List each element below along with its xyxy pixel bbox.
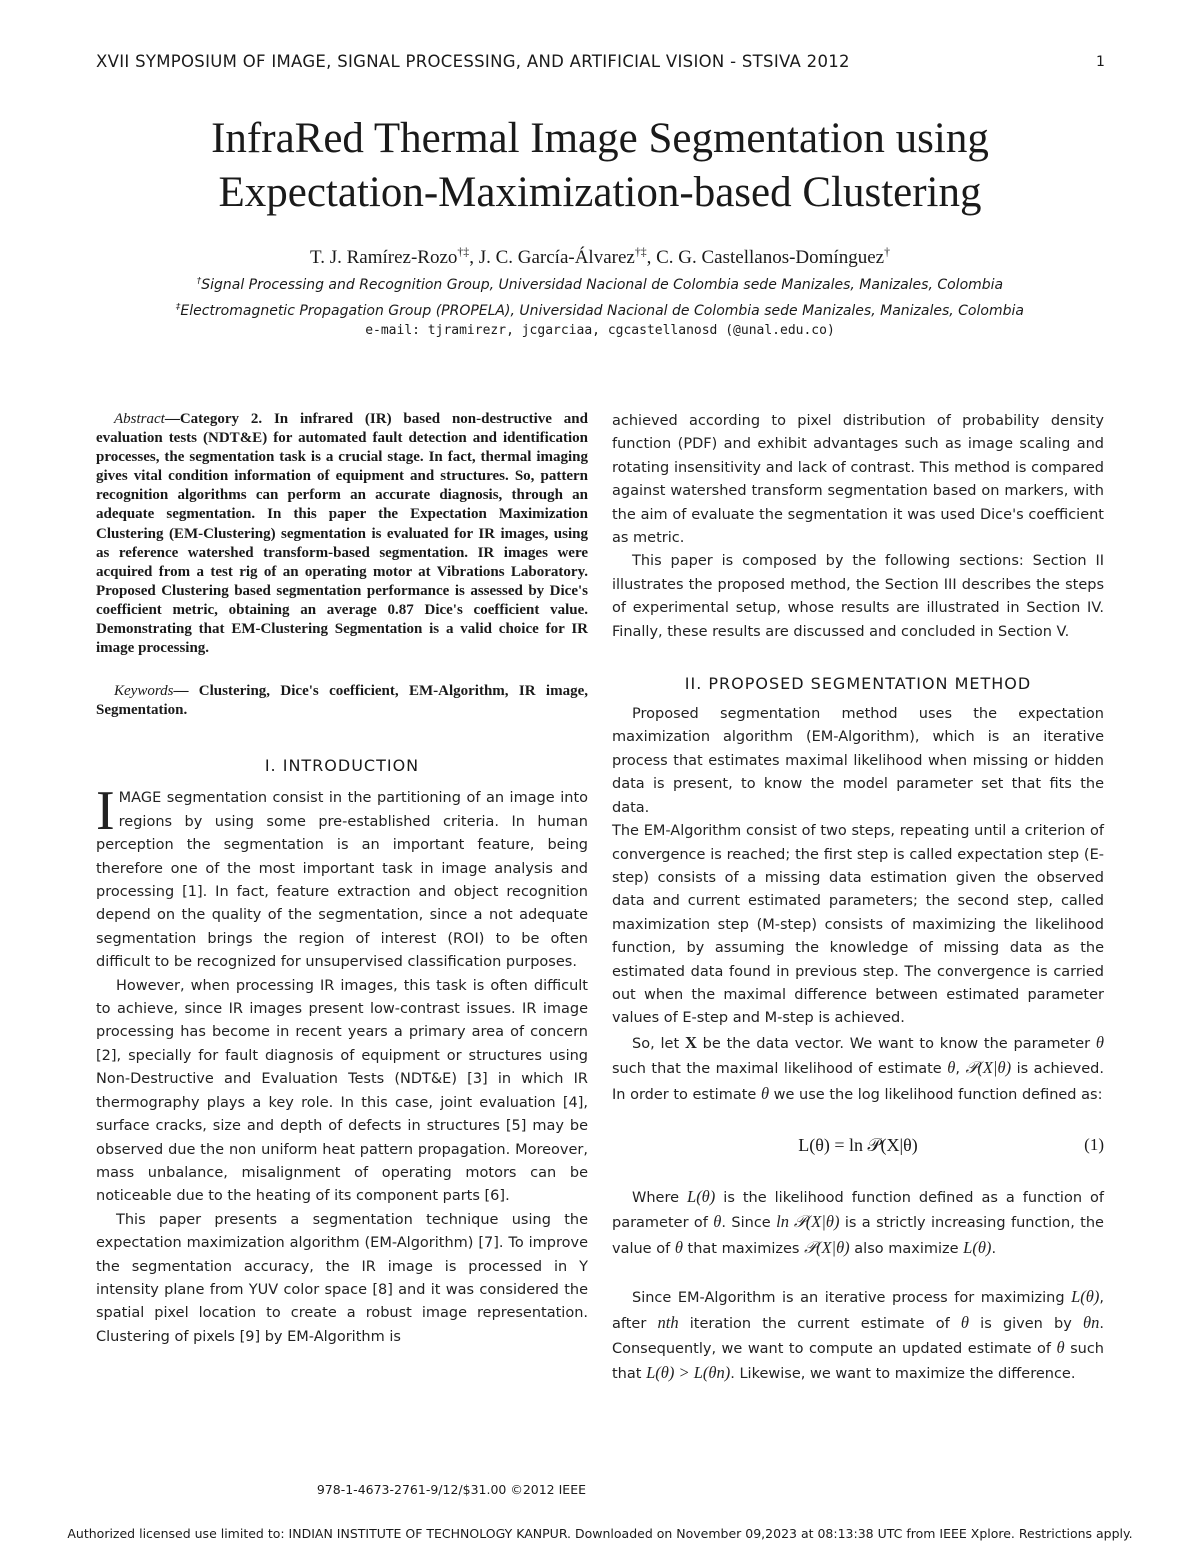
right-column [612, 410, 1104, 1387]
method-paragraph-4 [612, 1185, 1104, 1261]
method-p5-e: . Consequently, we want to compute an updated estimate of [612, 1315, 1104, 1357]
theta-symbol: θ [713, 1212, 722, 1232]
method-p5-f: such that [612, 1341, 1104, 1383]
intro-paragraph-5: This paper is composed by the following sections: Section II illustrates the proposed method, the Section III describes the steps of experimental setup, whose results are illustrated in Section IV. Finally, these results are discussed and concluded in Section V. [612, 553, 1104, 640]
method-paragraph-5 [612, 1285, 1104, 1387]
equation-1 [612, 1129, 1104, 1169]
equation-1-body: L(θ) = ln 𝒫(X|θ) [798, 1134, 918, 1155]
method-p3-d: is achieved. In order to estimate [612, 1061, 1104, 1103]
method-p5-a: Since EM-Algorithm is an iterative process for maximizing [632, 1290, 1072, 1307]
intro-paragraph-2: However, when processing IR images, this task is often difficult to achieve, since IR images present low-contrast issues. IR image processing has become in recent years a primary area of concern [2], specially for fault diagnosis of equipment or structures using Non-Destructive and Evaluation Tests (NDT&E) [3] in which IR thermography plays a key role. In this case, joint evaluation [4], surface cracks, size and depth of defects in structures [5] may be observed due the non uniform heat pattern propagation. Moreover, mass unbalance, misalignment of operating motors can be noticeable due to the heating of its component parts [6]. [96, 977, 588, 1205]
theta-symbol: θ [760, 1083, 770, 1103]
inequality-expression: L(θ) > L(θn) [646, 1363, 731, 1383]
method-p4-f: also maximize [849, 1240, 964, 1257]
section-heading-method: II. PROPOSED SEGMENTATION METHOD [684, 674, 1032, 694]
data-vector-symbol: X [684, 1032, 697, 1052]
method-p4-e: that maximizes [682, 1240, 805, 1257]
left-column [96, 410, 588, 1349]
page-number: 1 [1096, 54, 1105, 70]
author-1: T. J. Ramírez-Rozo [310, 247, 458, 268]
theta-symbol: θ [947, 1058, 956, 1078]
likelihood-function-symbol: L(θ) [963, 1237, 992, 1257]
likelihood-function-symbol: L(θ) [1071, 1287, 1100, 1307]
dropcap: I [96, 780, 115, 843]
affiliation-2-mark: ‡ [176, 302, 181, 313]
intro-paragraph-1 [96, 780, 588, 974]
keywords-text: — Clustering, Dice's coefficient, EM-Algorithm, IR image, Segmentation. [96, 683, 588, 719]
affiliation-1-text: Signal Processing and Recognition Group, Universidad Nacional de Colombia sede Manizales, Manizales, Colombia [201, 277, 1004, 293]
theta-symbol: θ [1095, 1032, 1104, 1052]
theta-symbol: θ [674, 1237, 683, 1257]
paper-title [0, 112, 1200, 220]
author-2-marks: †‡ [634, 245, 647, 259]
affiliation-1 [0, 277, 1200, 293]
running-header: XVII SYMPOSIUM OF IMAGE, SIGNAL PROCESSING, AND ARTIFICIAL VISION - STSIVA 2012 [96, 52, 850, 71]
license-footer: Authorized licensed use limited to: INDIAN INSTITUTE OF TECHNOLOGY KANPUR. Downloaded on November 09,2023 at 08:13:38 UTC from IEEE Xplore. Restrictions apply. [67, 1526, 1133, 1541]
method-paragraph-2: The EM-Algorithm consist of two steps, repeating until a criterion of convergence is reached; the first step is called expectation step (E-step) consists of a missing data estimation given the observed data and current estimated parameters; the second step, called maximization step (M-step) consists of maximizing the likelihood function, by assuming the knowledge of missing data as the estimated data found in previous step. The convergence is carried out when the maximal difference between estimated parameter values of E-step and M-step is achieved. [612, 823, 1104, 1027]
keywords-label: Keywords [114, 683, 174, 700]
method-p3-c: such that the maximal likelihood of estimate [612, 1061, 948, 1078]
author-3: C. G. Castellanos-Domínguez [656, 247, 885, 268]
likelihood-expression: 𝒫(X|θ) [804, 1237, 850, 1257]
method-p4-b: is the likelihood function defined as a function of parameter of [612, 1189, 1104, 1232]
equation-1-number: (1) [1084, 1134, 1104, 1154]
likelihood-function-symbol: L(θ) [687, 1186, 716, 1206]
theta-symbol: θ [960, 1312, 969, 1332]
affiliation-2-text: Electromagnetic Propagation Group (PROPELA), Universidad Nacional de Colombia sede Manizales, Manizales, Colombia [180, 303, 1024, 319]
method-p3-e: we use the log likelihood function defined as: [769, 1086, 1103, 1103]
method-p4-a: Where [632, 1189, 688, 1206]
title-line-1: InfraRed Thermal Image Segmentation using [211, 115, 989, 162]
method-paragraph-3: So, let X be the data vector. We want to know the parameter θ such that the maximal likelihood of estimate θ, 𝒫(X|θ) is achieved. In order to estimate θ we use the log likelihood function defined as: [612, 1032, 1104, 1103]
affiliation-1-mark: † [196, 276, 202, 287]
method-p4-c: . Since [721, 1215, 777, 1232]
theta-symbol: θ [1056, 1338, 1065, 1357]
abstract-text: —Category 2. In infrared (IR) based non-destructive and evaluation tests (NDT&E) for automated fault detection and identification processes, the segmentation task is a crucial stage. In fact, thermal imaging gives vital condition information of equipment and structures. So, pattern recognition algorithms can perform an accurate diagnosis, through an adequate segmentation. In this paper the Expectation Maximization Clustering (EM-Clustering) segmentation is evaluated for IR images, using as reference watershed transform-based segmentation. IR images were acquired from a test rig of an operating motor at Vibrations Laboratory. Proposed Clustering based segmentation performance is assessed by Dice's coefficient metric, obtaining an average 0.87 Dice's coefficient value. Demonstrating that EM-Clustering Segmentation is a valid choice for IR image processing. [96, 411, 588, 657]
title-line-2: Expectation-Maximization-based Clustering [218, 169, 982, 216]
copyright-notice: 978-1-4673-2761-9/12/$31.00 ©2012 IEEE [316, 1482, 586, 1497]
likelihood-expression: 𝒫(X|θ) [965, 1058, 1012, 1078]
author-2: J. C. García-Álvarez [478, 247, 635, 268]
method-p5-d: is given by [968, 1315, 1084, 1332]
intro-paragraph-4: achieved according to pixel distribution of probability density function (PDF) and exhibit advantages such as image scaling and rotating insensitivity and lack of contrast. This method is compared against watershed transform segmentation based on markers, with the aim of evaluate the segmentation it was used Dice's coefficient as metric. [612, 413, 1104, 547]
author-list: T. J. Ramírez-Rozo†‡, J. C. García-Álvarez†‡, C. G. Castellanos-Domínguez† [310, 245, 890, 268]
method-paragraph-1: Proposed segmentation method uses the expectation maximization algorithm (EM-Algorithm), which is an iterative process that estimates maximal likelihood when missing or hidden data is present, to know the model parameter set that fits the data. [612, 706, 1104, 816]
method-p5-b: , after [612, 1290, 1104, 1332]
section-heading-introduction: I. INTRODUCTION [264, 756, 420, 776]
intro-paragraph-3: This paper presents a segmentation technique using the expectation maximization algorithm (EM-Algorithm) [7]. To improve the segmentation accuracy, the IR image is processed in Y intensity plane from YUV color space [8] and it was considered the spatial pixel location to create a robust image representation. Clustering of pixels [9] by EM-Algorithm is [96, 1211, 588, 1345]
abstract-label: Abstract [114, 411, 165, 427]
theta-n-symbol: θn [1083, 1312, 1100, 1332]
author-email: e-mail: tjramirezr, jcgarciaa, cgcastellanosd (@unal.edu.co) [365, 323, 835, 338]
method-p5-g: . Likewise, we want to maximize the difference. [730, 1366, 1076, 1383]
affiliation-2 [0, 303, 1200, 319]
intro-paragraph-1-text: MAGE segmentation consist in the partitioning of an image into regions by using some pre-established criteria. In human perception the segmentation is an important feature, being therefore one of the most important task in image analysis and processing [1]. In fact, feature extraction and object recognition depend on the quality of the segmentation, since a not adequate segmentation brings the region of interest (ROI) to be often difficult to be recognized for unsupervised classification purposes. [96, 790, 588, 971]
log-likelihood-expression: ln 𝒫(X|θ) [776, 1212, 840, 1232]
author-1-marks: †‡ [457, 245, 470, 259]
method-p3-a: So, let [632, 1035, 685, 1052]
sentence-period: . [991, 1240, 997, 1257]
method-p3-b: be the data vector. We want to know the parameter [696, 1035, 1096, 1052]
keywords [96, 682, 588, 720]
abstract [96, 410, 588, 658]
author-3-marks: † [884, 245, 890, 259]
nth-symbol: nth [657, 1312, 679, 1332]
method-p4-d: is a strictly increasing function, the value of [612, 1215, 1104, 1257]
method-p5-c: iteration the current estimate of [678, 1315, 961, 1332]
